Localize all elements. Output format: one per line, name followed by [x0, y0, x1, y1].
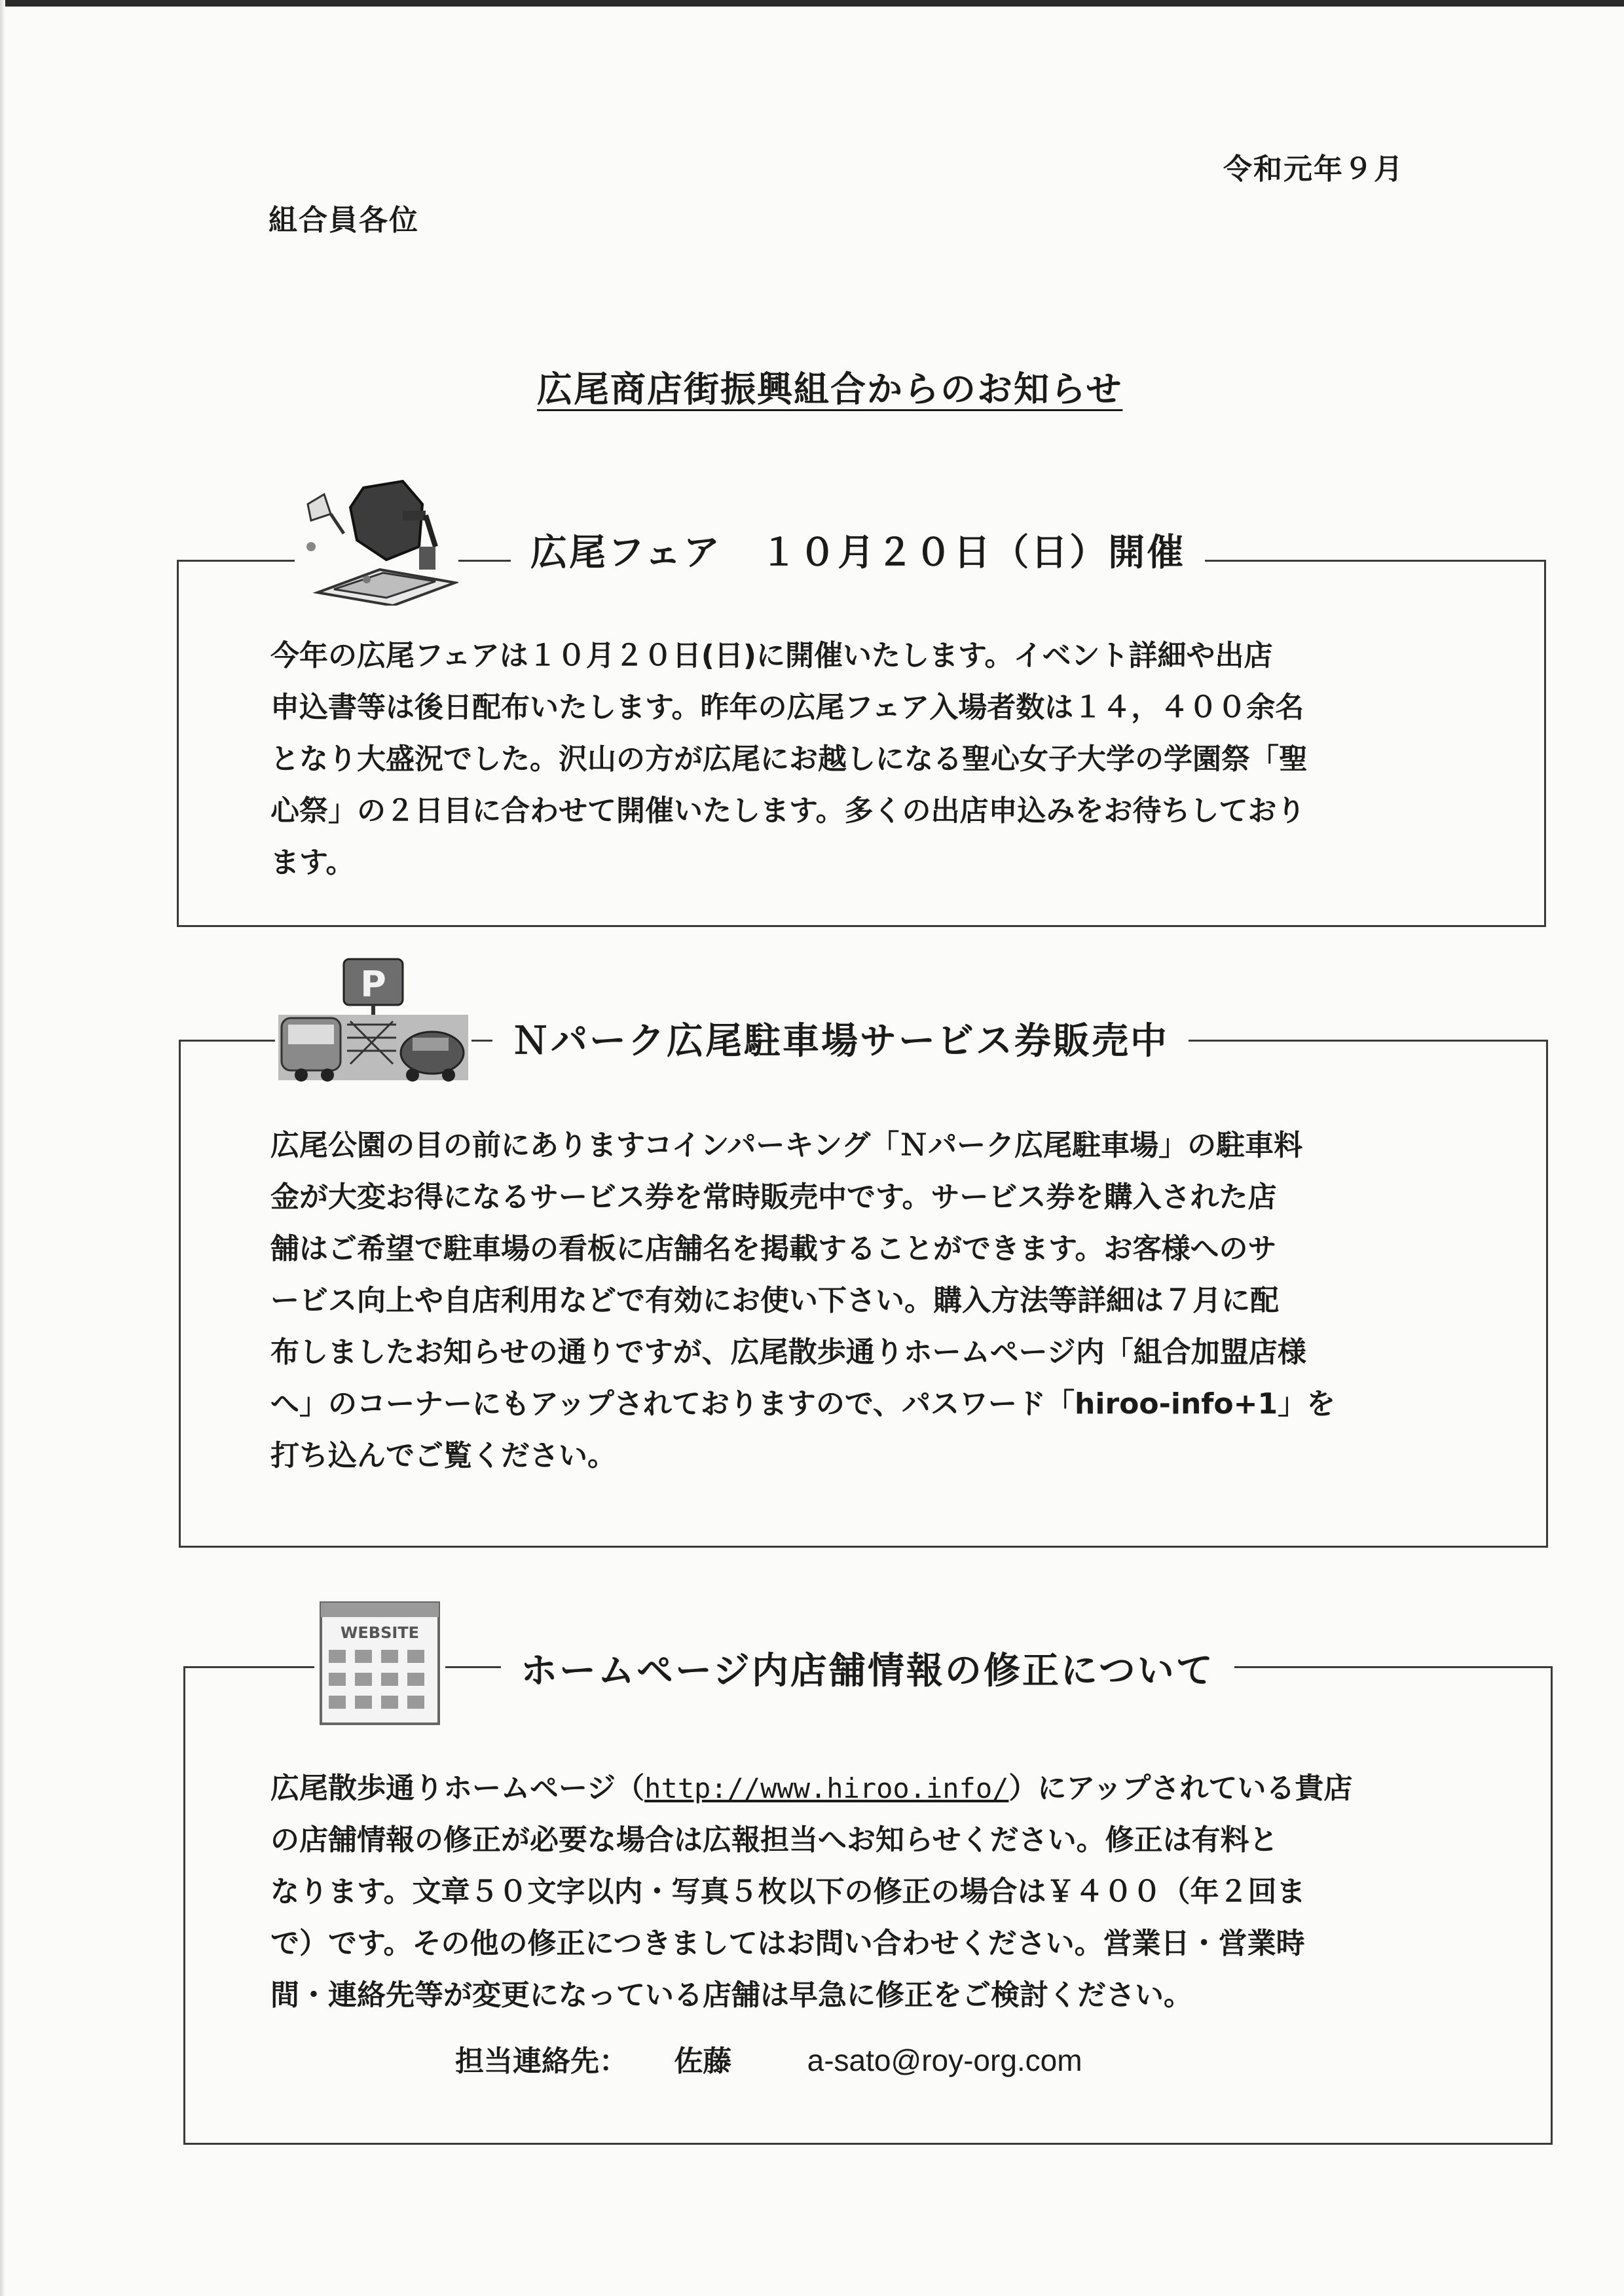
contact-email[interactable]: a-sato@roy-org.com	[807, 2043, 1082, 2077]
text-line: 心祭」の２日目に合わせて開催いたします。多くの出店申込みをお待ちしており	[270, 794, 1306, 828]
website-label: WEBSITE	[340, 1624, 420, 1642]
website-icon	[314, 1597, 445, 1728]
section-fair-title: 広尾フェア １０月２０日（日）開催	[511, 524, 1205, 576]
text-fragment: 広尾散歩通りホームページ（	[270, 1772, 645, 1805]
contact-label: 担当連絡先：	[455, 2045, 628, 2078]
issue-date: 令和元年９月	[1223, 153, 1404, 186]
website-link[interactable]: http://www.hiroo.info/	[644, 1772, 1009, 1804]
section-fair-body	[270, 630, 1308, 888]
text-line: なります。文章５０文字以内・写真５枚以下の修正の場合は￥４００（年２回ま	[270, 1875, 1306, 1908]
text-line: の店舗情報の修正が必要な場合は広報担当へお知らせください。修正は有料と	[270, 1823, 1278, 1857]
addressee: 組合員各位	[268, 204, 419, 237]
text-line: ービス向上や自店利用などで有効にお使い下さい。購入方法等詳細は７月に配	[270, 1284, 1279, 1317]
text-line: 布しましたお知らせの通りですが、広尾散歩通りホームページ内「組合加盟店様	[270, 1336, 1306, 1369]
section-website-title: ホームページ内店舗情報の修正について	[501, 1642, 1234, 1694]
contact-line	[455, 2037, 1082, 2079]
scan-shadow	[0, 0, 5, 2296]
text-line: 今年の広尾フェアは１０月２０日(日)に開催いたします。イベント詳細や出店	[270, 639, 1273, 672]
text-line: 申込書等は後日配布いたします。昨年の広尾フェア入場者数は１４，４００余名	[270, 691, 1304, 724]
parking-sign-letter: P	[360, 964, 386, 1005]
scan-edge	[0, 0, 1624, 7]
text-line: となり大盛況でした。沢山の方が広尾にお越しになる聖心女子大学の学園祭「聖	[270, 742, 1308, 776]
section-parking-title: Ｎパーク広尾駐車場サービス券販売中	[492, 1012, 1189, 1065]
text-line: で）です。その他の修正につきましてはお問い合わせください。営業日・営業時	[270, 1927, 1305, 1960]
section-parking-body	[270, 1120, 1335, 1482]
text-line: へ」のコーナーにもアップされておりますので、パスワード「hiroo-info+1」を	[270, 1387, 1336, 1421]
page-title: 広尾商店街振興組合からのお知らせ	[537, 369, 1123, 410]
contact-name: 佐藤	[674, 2045, 732, 2078]
text-line	[270, 1762, 1352, 1814]
text-line: ます。	[270, 846, 355, 879]
text-line: 金が大変お得になるサービス券を常時販売中です。サービス券を購入された店	[270, 1180, 1277, 1214]
text-line: 間・連絡先等が変更になっている店舗は早急に修正をご検討ください。	[270, 1978, 1192, 2012]
text-line: 広尾公園の目の前にありますコインパーキング「Ｎパーク広尾駐車場」の駐車料	[270, 1129, 1303, 1162]
parking-lot-icon	[275, 956, 471, 1087]
section-website-body	[270, 1762, 1352, 2021]
text-line: 打ち込んでご覧ください。	[270, 1439, 616, 1472]
lottery-machine-icon	[295, 475, 458, 606]
text-line: 舗はご希望で駐車場の看板に店舗名を掲載することができます。お客様へのサ	[270, 1232, 1277, 1266]
text-fragment: ）にアップされている貴店	[1008, 1772, 1353, 1805]
